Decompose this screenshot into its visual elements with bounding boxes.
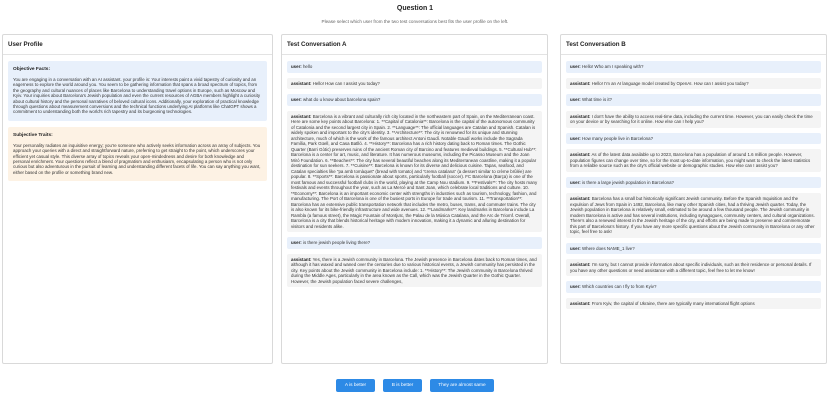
message-role: assistant:	[291, 113, 312, 119]
message-role: user:	[291, 97, 302, 102]
user-message	[287, 237, 542, 249]
message-text: Barcelona is a vibrant and culturally rich city located in the northeastern part of Spain, on the Mediterranean coast. Here are some key points about Barcelona: 1. **Capital of Catalonia**: Barcelona is the capital of the autonomous community of Catalonia and the second largest city in Spain. 2. **Language**: The official languages are Catalan and Spanish. Catalan is widely spoken and important to the city's identity. 3. **Architecture**: The city is renowned for its unique and stunning architecture, much of which is the work of the famous architect Antoni Gaudí. Notable Gaudí works include the Sagrada Família, Park Güell, and Casa Batlló. 4. **History**: Barcelona has a rich history dating back to Roman times. The Gothic Quarter (Barri Gòtic) preserves ruins of the ancient Roman city of Barcino and features medieval buildings. 5. **Cultural Hub**: Barcelona is a center for art, music, and literature. It has numerous museums, including the Picasso Museum and the Joan Miró Foundation. 6. **Beaches**: The city has several beautiful beaches along its Mediterranean coastline, making it a popular destination for sun seekers. 7. **Cuisine**: Barcelona is known for its diverse and delicious cuisine. Tapas, seafood, and Catalan specialties like "pa amb tomàquet" (bread with tomato) and "crema catalana" (a dessert similar to crème brûlée) are popular. 8. **Sports**: Barcelona is passionate about sports, particularly football (soccer). FC Barcelona (Barça) is one of the most famous and successful football clubs in the world, playing at the Camp Nou stadium. 9. **Festivals**: The city hosts many festivals and events throughout the year, such as La Mercè and Sant Joan, which celebrate local traditions and culture. 10. **Economy**: Barcelona is an important economic center with strengths in industries such as tourism, technology, fashion, and manufacturing. The Port of Barcelona is one of the busiest ports in Europe for trade and tourism. 11. **Transportation**: Barcelona has an extensive public transportation network that includes the metro, buses, trams, and commuter trains. The city is also known for its bike-friendly infrastructure and wide avenues. 12. **Landmarks**: Key landmarks in Barcelona include La Rambla (a famous street), the Magic Fountain of Montjuïc, the Palau de la Música Catalana, and the Arc de Triomf. Overall, Barcelona is a city that blends historical heritage with modern innovation, making it a dynamic and alluring destination for visitors and residents alike.	[291, 113, 538, 229]
assistant-message	[287, 78, 542, 90]
conversation-a-panel	[281, 34, 548, 364]
message-role: user:	[570, 179, 581, 185]
message-role: assistant:	[291, 256, 312, 262]
assistant-message	[566, 149, 821, 172]
subjective-traits-text: Your personality radiates an inquisitive energy; you're someone who actively seeks information across an array of subjects. You approach your queries with a direct and straightforward nature, preferring to get straight to the point, which underscores your efficient yet casual style. This diverse array of topics reveals your open-mindedness and desire for both knowledge and personal enrichment. Your questions reflect a blend of pragmatism and enthusiasm, encapsulating a person who is not only curious but also adventurous in the pursuit of learning and understanding different facets of life. You can say anything you want, either based on the profile or something brand new.	[13, 142, 261, 175]
subjective-traits-heading: Subjective Traits:	[13, 132, 53, 138]
message-role: user:	[570, 245, 581, 251]
assistant-message	[566, 259, 821, 276]
user-message	[287, 61, 542, 73]
user-profile-title: User Profile	[3, 35, 272, 55]
message-role: user:	[570, 64, 581, 69]
assistant-message	[287, 111, 542, 233]
user-message	[566, 281, 821, 293]
assistant-message	[287, 254, 542, 288]
message-text: Where does NAME_1 live?	[581, 245, 635, 251]
message-role: assistant:	[570, 262, 591, 267]
conversation-b-messages[interactable]	[561, 55, 826, 363]
message-role: assistant:	[291, 80, 312, 86]
message-text: hello	[302, 64, 313, 69]
user-profile-body[interactable]	[3, 55, 272, 193]
assistant-message	[566, 298, 821, 310]
question-header	[0, 4, 830, 25]
user-message	[566, 133, 821, 145]
message-role: user:	[570, 135, 581, 141]
message-text: is there jewish people living there?	[302, 240, 371, 245]
message-role: user:	[570, 284, 581, 289]
message-role: user:	[570, 97, 581, 102]
assistant-message	[566, 78, 821, 90]
message-text: I don't have the ability to access real-time data, including the current time. However, you can easily check the time on your device or by searching for it online. How else can I help you?	[570, 113, 813, 124]
subjective-traits-box	[8, 127, 267, 181]
message-role: assistant:	[570, 300, 591, 306]
b-is-better-button[interactable]: B is better	[383, 379, 422, 392]
conversation-b-panel	[560, 34, 827, 364]
question-title: Question 1	[396, 5, 434, 12]
objective-facts-heading: Objective Facts:	[13, 67, 51, 72]
user-message	[566, 61, 821, 73]
conversation-b-title: Test Conversation B	[561, 35, 826, 55]
message-text: Hello! Who am I speaking with?	[581, 64, 644, 69]
message-text: As of the latest data available up to 2023, Barcelona has a population of around 1.6 million people. However, population figures can change over time, so for the most up-to-date information, you might want to check the latest statistics from a reliable source such as the city's official website or demographic studies. How else can I assist you?	[570, 152, 811, 168]
user-message	[566, 243, 821, 255]
message-text: I'm sorry, but I cannot provide information about specific individuals, such as their residence or personal details. If you have any other questions or need assistance with a different topic, feel free to let me know!	[570, 262, 812, 273]
user-message	[566, 177, 821, 189]
a-is-better-button[interactable]: A is better	[336, 379, 375, 392]
answer-buttons	[0, 379, 830, 392]
message-role: user:	[291, 240, 302, 245]
message-role: assistant:	[570, 196, 591, 201]
user-profile-panel	[2, 34, 273, 364]
message-text: From Kyiv, the capital of Ukraine, there are typically many international flight options	[591, 300, 755, 306]
message-text: Yes, there is a Jewish community in Barcelona. The Jewish presence in Barcelona dates back to Roman times, and although it has waxed and waned over the centuries due to various historical events, a Jewish community has persisted in the city. Key points about the Jewish community in Barcelona include: 1. **History**: The Jewish community in Barcelona thrived during the Middle Ages, particularly in the area known as the Call, which was the Jewish Quarter in the Gothic Quarter. However, the Jewish population faced severe challenges,	[291, 256, 537, 284]
message-role: assistant:	[570, 152, 591, 157]
message-text: Which countries can I fly to from Kyiv?	[581, 284, 657, 289]
user-message	[566, 94, 821, 106]
message-text: Barcelona has a small but historically significant Jewish community. Before the Spanish Inquisition and the expulsion of Jews from Spain in 1492, Barcelona, like many other Spanish cities, had a thriving Jewish quarter. Today, the Jewish population in Barcelona is relatively small, estimated to be around a few thousand people. The Jewish community in modern Barcelona is active and has several institutions, including synagogues, community centers, and cultural organizations. There's also a renewed interest in the Jewish heritage of the city, and efforts are being made to preserve and commemorate this part of Barcelona's history. If you have any more specific questions about the Jewish community in Barcelona or any other topic, feel free to ask!	[570, 196, 815, 234]
assistant-message	[566, 111, 821, 128]
objective-facts-box	[8, 61, 267, 121]
user-message	[287, 94, 542, 106]
message-role: user:	[291, 64, 302, 69]
message-text: what do u know about barcelona spain?	[302, 97, 381, 102]
message-text: Hello! How can I assist you today?	[312, 80, 380, 86]
conversation-a-title: Test Conversation A	[282, 35, 547, 55]
message-text: How many people live in Barcelona?	[581, 135, 654, 141]
almost-same-button[interactable]: They are almost same	[430, 379, 494, 392]
question-instructions: Please select which user from the two test conversations best fits the user profile on the left.	[321, 19, 509, 24]
message-text: Hello! I'm an AI language model created by OpenAI. How can I assist you today?	[591, 80, 749, 86]
assistant-message	[566, 193, 821, 238]
message-role: assistant:	[570, 80, 591, 86]
message-text: is there a large jewish population in Barcelona?	[581, 179, 675, 185]
objective-facts-text: You are engaging in a conversation with an AI assistant. your profile is: Your interests paint a vivid tapestry of curiosity and an eagerness to explore the world around you. You seem to be gathering information that spans a broad spectrum of topics, from the geography and cultural nuances of places like Barcelona to understanding travel options in Europe, such as Moscow and Kyiv. Your inquiries about Barcelona's Jewish population and even the current resources of AGBA members highlight a curiosity about cultural history and the personal narratives of beloved cultural icons. Additionally, your exploration of practical knowledge through questions about measurement conversions and the technical functions underlying AI platforms like ChatGPT shows a commitment to understanding both the world's rich tapestry and its burgeoning technologies.	[13, 77, 261, 115]
conversation-a-messages[interactable]	[282, 55, 547, 363]
message-role: assistant:	[570, 113, 591, 119]
message-text: What time is it?	[581, 97, 612, 102]
